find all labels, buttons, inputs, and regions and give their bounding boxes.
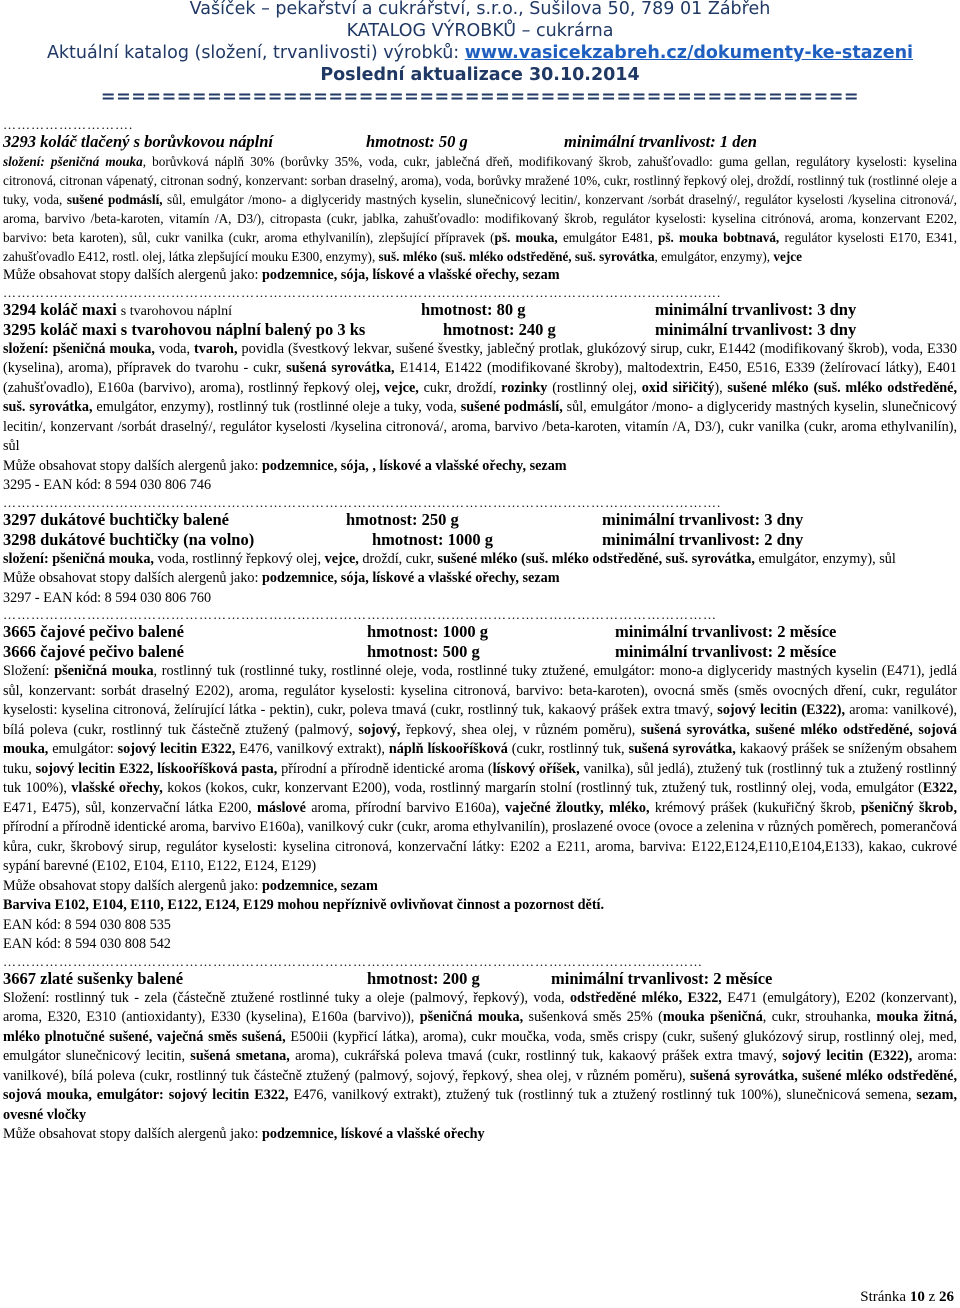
product-3665-ean: EAN kód: 8 594 030 808 535 <box>3 916 171 933</box>
product-shelf-life: minimální trvanlivost: 2 měsíce <box>615 642 837 661</box>
product-name: 3293 koláč tlačený s borůvkovou náplní <box>3 132 273 151</box>
product-weight: hmotnost: 500 g <box>367 642 480 661</box>
product-shelf-life: minimální trvanlivost: 2 měsíce <box>615 622 837 641</box>
product-3666-allergens: Může obsahovat stopy dalších alergenů jako: podzemnice, sezam <box>3 877 378 894</box>
product-shelf-life: minimální trvanlivost: 3 dny <box>655 299 857 319</box>
product-name-suffix: s tvarohovou náplní <box>120 303 233 319</box>
product-weight: hmotnost: 240 g <box>443 319 556 339</box>
header-catalog-title: KATALOG VÝROBKŮ – cukrárna <box>346 21 614 41</box>
product-3667-allergens: Může obsahovat stopy dalších alergenů jako: podzemnice, lískové a vlašské ořechy <box>3 1126 485 1142</box>
product-name <box>3 300 232 322</box>
product-weight: hmotnost: 50 g <box>366 132 468 151</box>
product-name-text: 3294 koláč maxi <box>3 299 117 319</box>
product-3667-composition: Složení: rostlinný tuk - zela (částečně ztužené rostlinné tuky a oleje (palmový, řepkový), voda, odstředěné mléko, E322, E471 (emulgátory), E202 (konzervant), aroma, E320, E310 (antioxidanty), E330 (kyselina), E160a (barvivo)), pšeničná mouka, sušenková směs 25% (mouka pšeničná, cukr, strouhanka, mouka žitná, mléko plnotučné sušené, vaječná směs sušená, E500ii (kypřicí látka), aroma), cukr moučka, voda, směs crispy (cukr, sušený glukózový sirup, rostlinný olej, med, emulgátor slunečnicový lecitin, sušená smetana, aroma), cukrářská poleva tmavá (cukr, rostlinný tuk, kakaový prášek extra tmavý, sojový lecitin (E322), aroma: vanilkové), bílá poleva (cukr, rostlinný tuk částečně ztužený (palmový, sojový, řepkový, shea olej, v různém poměru), sušená syrovátka, sušené mléko odstředěné, sojová mouka, emulgátor: sojový lecitin E322, E476, vanilkový extrakt), ztužený tuk (rostlinný tuk a ztužený rostlinný tuk 100%), slunečnicová semena, sezam, ovesné vločky <box>3 989 958 1123</box>
product-3666-title <box>3 642 957 662</box>
product-3666-composition: Složení: pšeničná mouka, rostlinný tuk (rostlinné tuky, rostlinné oleje, voda, rostlinné tuky ztužené, emulgátor: mono-a diglyceridy mastných kyselin (E471), jedlá sůl, konzervant: sorbát draselný E202), aroma, regulátor kyselosti: kyselina citronová, barvivo: beta-karoten), ovocná směs (směs ovocných dření, cukr, regulátor kyselosti: kyselina citronová, želírující látka - pektin), cukr, poleva tmavá (cukr, rostlinný tuk, kakaový prášek extra tmavý, sojový lecitin (E322), aroma: vanilkové), bílá poleva (cukr, rostlinný tuk částečně ztužený (palmový, sojový, řepkový, shea olej, v různém poměru), sušená syrovátka, sušené mléko odstředěné, sojová mouka, emulgátor: sojový lecitin E322, E476, vanilkový extrakt), náplň lískooříšková (cukr, rostlinný tuk, sušená syrovátka, kakaový prášek se sníženým obsahem tuku, sojový lecitin E322, lískooříšková pasta, přírodní a přírodně identické aroma (lískový oříšek, vanilka), sůl jedlá), ztužený tuk (rostlinný tuk a ztužený rostlinný tuk 100%), vlašské ořechy, kokos (kokos, cukr, konzervant E200), voda, rostlinný margarín stolní (rostlinný tuk, ztužený tuk, rostlinný olej, voda, emulgátor (E322, E471, E475), sůl, konzervační látka E200, máslové aroma, přírodní barvivo E160a), vaječné žloutky, mléko, krémový prášek (kukuřičný škrob, pšeničný škrob, přírodní a přírodně identické aroma, barvivo E160a), vanilkový cukr (cukr, aroma ethylvanilín), proslazené ovoce (ovoce a zelenina v různých poměrech, pomerančová kůra, cukr, škrobový sirup, regulátor kyselosti: kyselina citronová, konzervační látky: E202 a E211, aroma, barviva: E122,E124,E110,E104,E133), kakao, cukrové sypání barevné (E102, E104, E110, E122, E124, E129) <box>3 663 958 874</box>
dot-separator: ………………………………………………………………………………………………………………………………………. <box>3 495 722 510</box>
product-3298-title <box>3 530 957 550</box>
product-3666-ean: EAN kód: 8 594 030 808 542 <box>3 936 171 952</box>
header-last-update: Poslední aktualizace 30.10.2014 <box>320 65 640 85</box>
dot-separator: ………………………………………………………………………………………………………………………………………. <box>3 285 722 300</box>
product-name: 3298 dukátové buchtičky (na volno) <box>3 529 255 549</box>
product-shelf-life: minimální trvanlivost: 1 den <box>564 132 757 151</box>
page-number-prefix: Stránka <box>860 1289 910 1305</box>
product-3295-composition: složení: pšeničná mouka, voda, tvaroh, povidla (švestkový lekvar, sušené švestky, jablečný protlak, glukózový sirup, cukr, E1442 (modifikovaný škrob), voda, E330 (kyselina), aroma), přípravek do tvarohu - cukr, sušená syrovátka, E1414, E1422 (modifikované škroby), maltodextrin, E450, E516, E339 (želírovací látky), E401 (zahušťovadlo), E160a (barvivo), aroma), rostlinný řepkový olej, vejce, cukr, droždí, rozinky (rostlinný olej, oxid siřičitý), sušené mléko (suš. mléko odstředěné, suš. syrovátka, emulgátor, enzymy), rostlinný tuk (rostlinné oleje a tuky, voda, sušené podmáslí, sůl, emulgátor /mono- a diglyceridy mastných kyselin, slunečnicový lecitin/, konzervant /sorbát draselný/, regulátor kyselosti /kyselina citronová/, aroma, barvivo /beta-karoten, vitamín /A, D3/), cukr vanilka (cukr, aroma ethylvanilín), sůl <box>3 340 958 454</box>
product-weight: hmotnost: 250 g <box>346 509 459 529</box>
product-3295-title <box>3 320 957 340</box>
product-weight: hmotnost: 80 g <box>421 299 526 319</box>
product-3298-allergens: Může obsahovat stopy dalších alergenů jako: podzemnice, sója, lískové a vlašské ořechy, sezam <box>3 570 560 586</box>
product-name: 3667 zlaté sušenky balené <box>3 968 184 988</box>
product-shelf-life: minimální trvanlivost: 2 dny <box>602 529 804 549</box>
page-number-separator: z <box>924 1289 939 1305</box>
product-shelf-life: minimální trvanlivost: 3 dny <box>655 319 857 339</box>
product-name: 3295 koláč maxi s tvarohovou náplní balený po 3 ks <box>3 319 366 339</box>
product-name: 3666 čajové pečivo balené <box>3 642 185 661</box>
product-3297-title <box>3 510 957 530</box>
product-3665-title <box>3 622 957 642</box>
header-link-prefix: Aktuální katalog (složení, trvanlivosti) výrobků: <box>46 43 465 63</box>
dot-separator: …………………………………………………………………………………………………………………………………… <box>3 954 703 969</box>
product-name: 3297 dukátové buchtičky balené <box>3 509 229 529</box>
product-3293-allergens: Může obsahovat stopy dalších alergenů jako: podzemnice, sója, lískové a vlašské ořechy, sezam <box>3 267 560 283</box>
dot-separator: ……………………………………………………………………………………………………………………………………… <box>3 608 717 622</box>
product-shelf-life: minimální trvanlivost: 3 dny <box>602 509 804 529</box>
page-header <box>0 0 960 108</box>
dot-separator: ………………………. <box>3 118 134 132</box>
page-number-total: 26 <box>939 1289 954 1305</box>
product-3295-allergens: Může obsahovat stopy dalších alergenů jako: podzemnice, sója, , lískové a vlašské ořechy, sezam <box>3 457 567 474</box>
page-number <box>860 1289 954 1306</box>
product-3294-title <box>3 300 957 320</box>
product-weight: hmotnost: 200 g <box>367 968 480 988</box>
catalog-download-link[interactable]: www.vasicekzabreh.cz/dokumenty-ke-stazeni <box>464 43 914 63</box>
product-name: 3665 čajové pečivo balené <box>3 622 185 641</box>
page-number-current: 10 <box>909 1289 925 1305</box>
product-3293-title <box>3 132 957 152</box>
header-company: Vašíček – pekařství a cukrářství, s.r.o., Sušilova 50, 789 01 Zábřeh <box>189 0 771 19</box>
product-weight: hmotnost: 1000 g <box>372 529 494 549</box>
product-shelf-life: minimální trvanlivost: 2 měsíce <box>551 968 773 988</box>
product-3666-dye-warning: Barviva E102, E104, E110, E122, E124, E129 mohou nepříznivě ovlivňovat činnost a pozornost dětí. <box>3 897 605 913</box>
product-weight: hmotnost: 1000 g <box>367 622 489 641</box>
header-catalog-link-line <box>0 42 960 64</box>
product-3295-ean: 3295 - EAN kód: 8 594 030 806 746 <box>3 477 212 493</box>
product-3298-composition: složení: pšeničná mouka, voda, rostlinný řepkový olej, vejce, droždí, cukr, sušené mléko (suš. mléko odstředěné, suš. syrovátka, emulgátor, enzymy), sůl <box>3 550 896 567</box>
product-3297-ean: 3297 - EAN kód: 8 594 030 806 760 <box>3 589 212 606</box>
header-divider: ================================================== <box>100 87 860 107</box>
product-3667-title <box>3 969 957 989</box>
catalog-body <box>3 118 957 1145</box>
product-3293-composition: složení: pšeničná mouka, borůvková náplň 30% (borůvky 35%, voda, cukr, jablečná dřeň, modifikovaný škrob, zahušťovadlo: guma gellan, regulátory kyselosti: kyselina citronová, citronan vápenatý, citronan sodný, konzervant: sorban draselný, aroma), voda, borůvky mražené 10%, cukr, rostlinný řepkový olej, droždí, rostlinný tuk (rostlinné oleje a tuky, voda, sušené podmáslí, sůl, emulgátor /mono- a diglyceridy mastných kyselin, slunečnicový lecitin/, konzervant /sorbát draselný/, regulátor kyselosti /kyselina citronová/, aroma, barvivo /beta-karoten, vitamín /A, D3/), citropasta (cukr, jablka, zahušťovadlo: modifikovaný škrob, regulátor kyselosti: kyselina citrónová, aroma, konzervant E202, barvivo: beta karoten), sůl, cukr vanilka (cukr, aroma ethylvanilín), zlepšující přípravek (pš. mouka, emulgátor E481, pš. mouka bobtnavá, regulátor kyselosti E170, E341, zahušťovadlo E412, rostl. olej, látka zlepšující mouku E300, enzymy), suš. mléko (suš. mléko odstředěné, suš. syrovátka, emulgátor, enzymy), vejce <box>3 154 957 264</box>
